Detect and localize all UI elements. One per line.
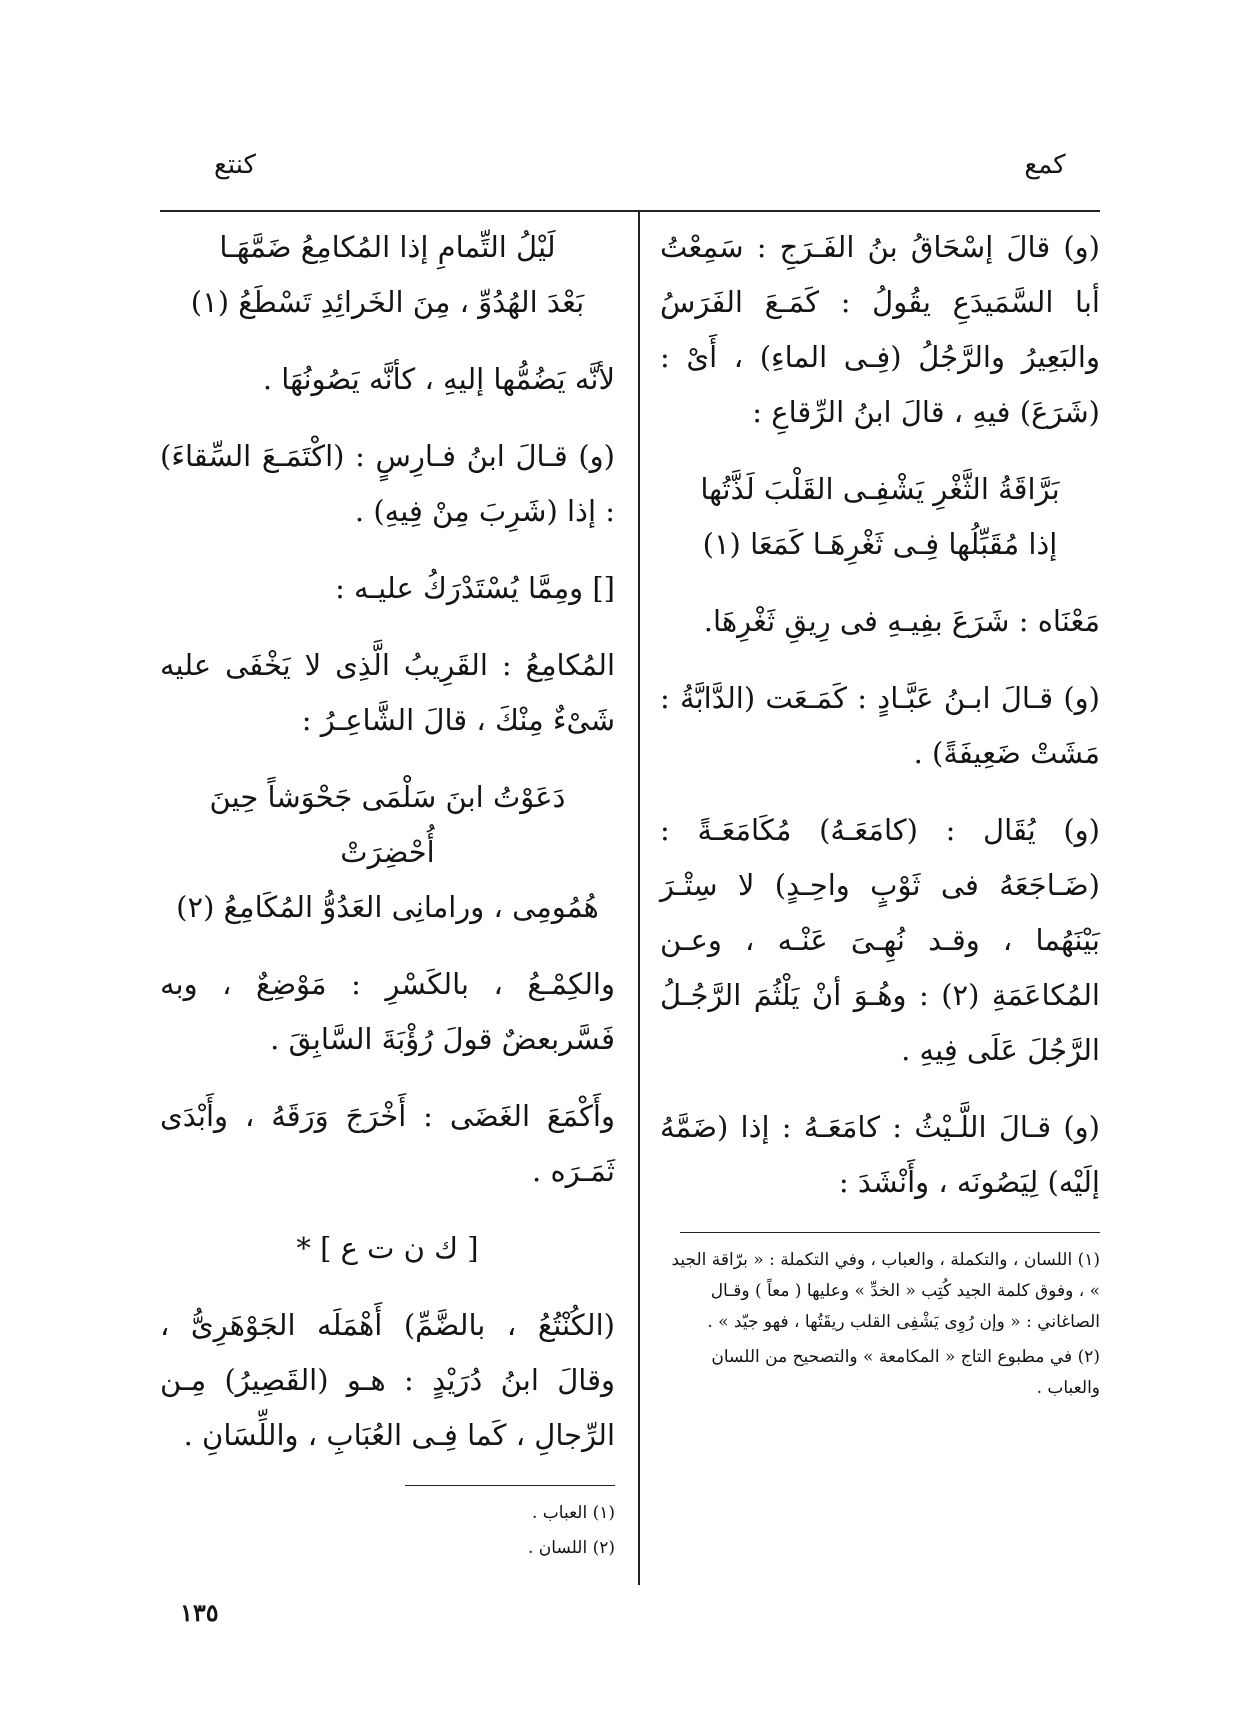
footnotes <box>160 1498 615 1564</box>
entry-heading: [ ك ن ت ع ] * <box>296 1231 479 1265</box>
paragraph: والكِمْـعُ ، بالكَسْرِ : مَوْضِعٌ ، وبه فَسَّربعضٌ قولَ رُؤْبَةَ السَّابِقَ . <box>160 967 615 1056</box>
left-column <box>160 220 615 1568</box>
right-column <box>660 220 1100 1408</box>
footnotes <box>660 1245 1100 1404</box>
page-number: ١٣٥ <box>180 1598 219 1627</box>
verse-line: لَيْلُ التِّمامِ إذا المُكامِعُ ضَمَّهَـا <box>219 230 556 264</box>
paragraph: (الكُنْتُعُ ، بالضَّمِّ) أَهْمَلَه الجَوْهَرِىُّ ، وقالَ ابنُ دُرَيْدٍ : هـو (القَصِيرُ) مِـن الرِّجالِ ، كَما فِـى العُبَابِ ، واللِّسَانِ . <box>160 1308 615 1452</box>
paragraph: لأنَّه يَضُمُّها إليهِ ، كأنَّه يَصُونُهَا . <box>262 362 615 396</box>
paragraph: (و) قـالَ ابنُ فـارِسٍ : (اكْتَمَـعَ السِّقاءَ) : إذا (شَرِبَ مِنْ فِيهِ) . <box>160 439 615 528</box>
verse-line: هُمُومِى ، ورامانِى العَدُوُّ المُكَامِعُ (٢) <box>176 890 599 924</box>
verse <box>160 770 615 935</box>
footnote: (٢) اللسان . <box>528 1538 615 1558</box>
paragraph: [] ومِمَّا يُسْتَدْرَكُ عليـه : <box>335 571 615 605</box>
column-divider <box>638 210 640 1585</box>
footnote-rule <box>680 1232 1100 1233</box>
verse-line: بَرَّاقَةُ الثَّغْرِ يَشْفِـى القَلْبَ لَذَّتُها <box>700 472 1060 506</box>
footnote-rule <box>405 1485 615 1486</box>
footnote: (٢) في مطبوع التاج « المكامعة » والتصحيح من اللسان والعباب . <box>711 1347 1100 1398</box>
paragraph: (و) قالَ إسْحَاقُ بنُ الفَـرَجِ : سَمِعْتُ أبا السَّمَيدَعِ يقُولُ : كَمَـعَ الفَرَسُ والبَعِيرُ والرَّجُلُ (فِـى الماءِ) ، أَىْ : (شَرَعَ) فيهِ ، قالَ ابنُ الرِّقاعِ : <box>660 230 1100 429</box>
running-header-right: كمع <box>1024 150 1066 180</box>
verse-line: دَعَوْتُ ابنَ سَلْمَى جَحْوَشاً حِينَ أُحْضِرَتْ <box>209 780 566 869</box>
footnote: (١) العباب . <box>531 1503 615 1523</box>
verse <box>160 220 615 330</box>
verse-line: بَعْدَ الهُدُوِّ ، مِنَ الخَرائِدِ تَسْطَعُ (١) <box>190 285 585 319</box>
header-rule <box>160 210 1100 212</box>
paragraph: (و) قـالَ اللَّـيْثُ : كامَعَـهُ : إذا (ضَمَّهُ إلَيْه) لِيَصُونَه ، وأَنْشَدَ : <box>660 1110 1100 1199</box>
paragraph: وأَكْمَعَ الغَضَى : أَخْرَجَ وَرَقَهُ ، وأَبْدَى ثَمَـرَه . <box>160 1099 615 1188</box>
paragraph: المُكامِعُ : القَرِيبُ الَّذِى لا يَخْفَى عليه شَىْءٌ مِنْكَ ، قالَ الشَّاعِـرُ : <box>160 648 615 737</box>
verse <box>660 462 1100 572</box>
paragraph: (و) يُقَال : (كامَعَـهُ) مُكَامَعَـةً : (ضَـاجَعَهُ فى ثَوْبٍ واحِـدٍ) لا سِتْـرَ بَيْنَهُما ، وقـد نُهِـىَ عَنْـه ، وعـن المُكاعَمَةِ (٢) : وهُـوَ أنْ يَلْثُمَ الرَّجُـلُ الرَّجُلَ عَلَى فِيهِ . <box>660 813 1100 1067</box>
running-header-left: كنتع <box>214 150 256 180</box>
paragraph: مَعْنَاه : شَرَعَ بفِيـهِ فى رِيقِ ثَغْرِهَا. <box>703 604 1100 638</box>
verse-line: إذا مُقَبِّلُها فِـى ثَغْرِهَـا كَمَعَا (١) <box>702 527 1058 561</box>
footnote: (١) اللسان ، والتكملة ، والعباب ، وفي التكملة : « برّاقة الجيد » ، وفوق كلمة الجيد كُتِب « الخدِّ » وعليها ( معاً ) وقـال الصاغاني : « وإن رُوِى يَشْفِى القلب ريقَتُها ، فهو جيّد » . <box>671 1250 1100 1332</box>
paragraph: (و) قـالَ ابـنُ عَبَّـادٍ : كَمَـعَت (الدَّابَّةُ : مَشَتْ ضَعِيفَةً) . <box>660 681 1100 770</box>
